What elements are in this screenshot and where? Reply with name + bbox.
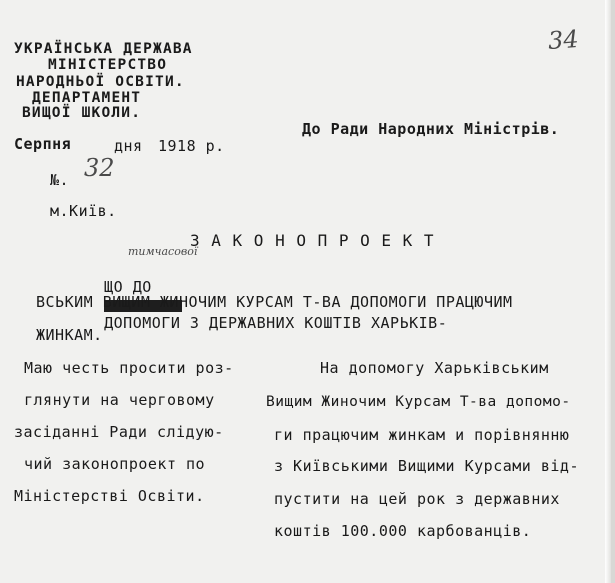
date-day-label: дня [114, 137, 143, 155]
number-value: 32 [84, 154, 115, 182]
left-column-line: Маю честь просити роз- [24, 359, 234, 377]
addressee: До Ради Народних Міністрів. [302, 120, 560, 138]
page-edge [605, 0, 611, 583]
right-column-line: коштів 100.000 карбованців. [274, 522, 532, 540]
date-year: 1918 р. [158, 137, 225, 155]
date-month: Серпня [14, 135, 72, 153]
number-label: №. [50, 171, 70, 189]
left-column-line: Міністерстві Освіти. [14, 487, 205, 505]
right-column-line: з Київськими Вищими Курсами від- [274, 457, 579, 475]
left-column-line: засіданні Ради слідую- [14, 423, 224, 441]
left-column-line: глянути на черговому [24, 391, 215, 409]
handwritten-insert: тимчасової [128, 245, 198, 258]
subject-line-3: ЖИНКАМ. [36, 326, 103, 344]
letterhead-line-4: ДЕПАРТАМЕНТ [32, 90, 142, 106]
document-title: З А К О Н О П Р О Е К Т [190, 231, 435, 250]
subject-prefix: ЩО ДО [104, 278, 152, 296]
right-column-line: ги працючим жинкам и порівнянню [274, 426, 570, 444]
letterhead-line-1: УКРАЇНСЬКА ДЕРЖАВА [14, 41, 193, 57]
page-number: 34 [547, 24, 580, 56]
subject-line-2: ВСЬКИМ ВИЩИМ ЖИНОЧИМ КУРСАМ Т-ВА ДОПОМОГИ ПРАЦЮЧИМ [36, 293, 513, 311]
right-column-line: пустити на цей рок з державних [274, 490, 560, 508]
left-column-line: чий законопроект по [24, 455, 206, 473]
place: м.Київ. [50, 202, 117, 220]
right-column-line: На допомогу Харьківським [320, 359, 549, 377]
letterhead-line-2: МІНІСТЕРСТВО [48, 57, 168, 73]
letterhead-line-5: ВИЩОЇ ШКОЛИ. [22, 105, 142, 121]
letterhead-line-3: НАРОДНЬОЇ ОСВІТИ. [16, 74, 185, 90]
subject-line-1-rest: ДОПОМОГИ З ДЕРЖАВНИХ КОШТІВ ХАРЬКІВ- [104, 314, 448, 332]
right-column-line: Вищим Жиночим Курсам Т-ва допомо- [266, 394, 571, 410]
